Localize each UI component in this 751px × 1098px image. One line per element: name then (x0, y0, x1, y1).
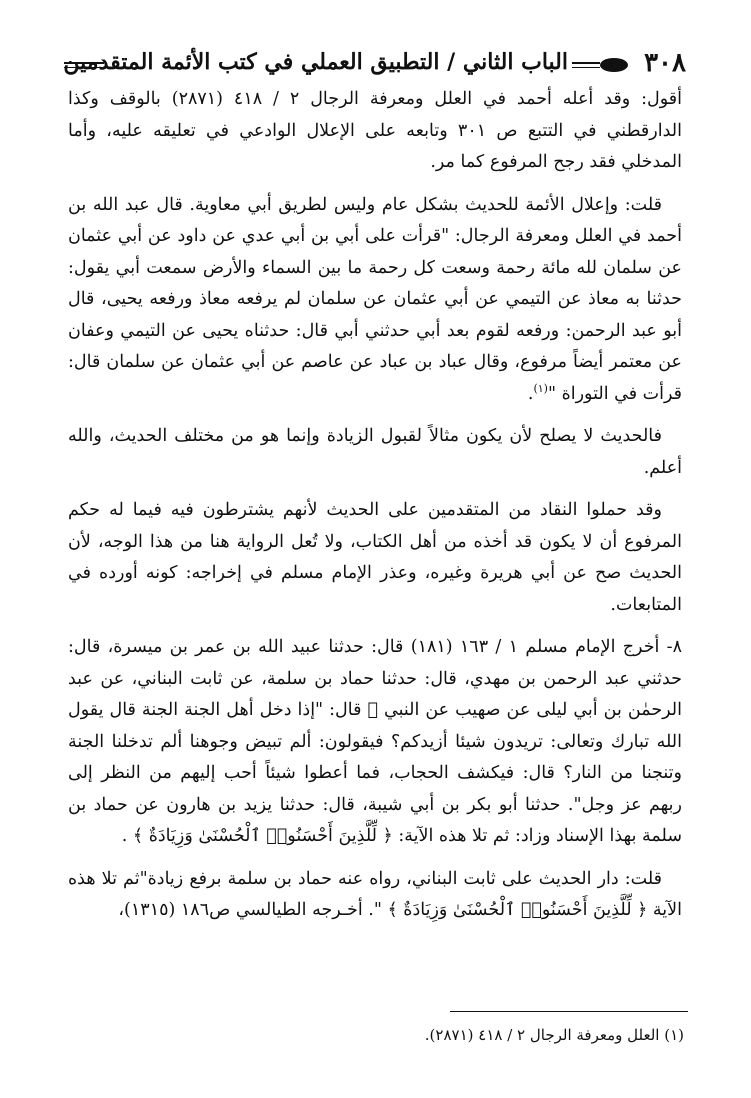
footnote-reference: (١) (533, 381, 548, 395)
paragraph-6: قلت: دار الحديث على ثابت البناني، رواه عنه حماد بن سلمة برفع زيادة"ثم تلا هذه الآية ﴿ لِّلَّذِينَ أَحْسَنُوا۟ ٱلْحُسْنَىٰ وَزِيَادَةٌ ﴾ ". أخـرجه الطيالسي ص١٨٦ (١٣١٥)، (68, 868, 682, 920)
header-rule-right (572, 62, 600, 68)
footnote: (١) العلل ومعرفة الرجال ٢ / ٤١٨ (٢٨٧١). (424, 1026, 684, 1044)
header-rule-left (64, 62, 104, 68)
body-text (68, 84, 682, 938)
paragraph-4: وقد حملوا النقاد من المتقدمين على الحديث لأنهم يشترطون فيه فيما له حكم المرفوع أن لا يكون قد أخذه من أهل الكتاب، ولا تُعل الرواية هنا من هذا الوجه، لأن الحديث صح عن أبي هريرة وغيره، وعذر الإمام مسلم في إخراجه: كونه أورده في المتابعات. (68, 500, 682, 615)
paragraph-2-text: قلت: وإعلال الأئمة للحديث بشكل عام وليس لطريق أبي معاوية. قال عبد الله بن أحمد في العلل ومعرفة الرجال: "قرأت على أبي بن أبي عدي عن داود عن أبي عثمان عن سلمان لله مائة رحمة وسعت كل رحمة ما بين السماء والأرض سمعت أبي يقول: حدثنا به معاذ عن التيمي عن أبي عثمان عن سلمان لم يرفعه معاذ ورفعه يحيى، قال أبو عبد الرحمن: ورفعه لقوم بعد أبي حدثني أبي قال: حدثناه يحيى عن التيمي وعفان عن معتمر أيضاً مرفوع، وقال عباد بن عباد عن عاصم عن أبي عثمان عن سلمان قال: قرأت في التوراة " (68, 194, 682, 404)
page-number: ٣٠٨ (644, 48, 686, 78)
paragraph-3: فالحديث لا يصلح لأن يكون مثالاً لقبول الزيادة وإنما هو من مختلف الحديث، والله أعلم. (68, 426, 682, 478)
footnote-separator (450, 1011, 688, 1012)
paragraph-2: قلت: وإعلال الأئمة للحديث بشكل عام وليس لطريق أبي معاوية. قال عبد الله بن أحمد في العلل ومعرفة الرجال: "قرأت على أبي بن أبي عدي عن داود عن أبي عثمان عن سلمان لله مائة رحمة وسعت كل رحمة ما بين السماء والأرض سمعت أبي يقول: حدثنا به معاذ عن التيمي عن أبي عثمان عن سلمان لم يرفعه معاذ ورفعه يحيى، قال أبو عبد الرحمن: ورفعه لقوم بعد أبي حدثني أبي قال: حدثناه يحيى عن التيمي وعفان عن معتمر أيضاً مرفوع، وقال عباد بن عباد عن عاصم عن أبي عثمان عن سلمان قال: قرأت في التوراة "$^{(١)}$. (68, 194, 682, 404)
paragraph-1: أقول: وقد أعله أحمد في العلل ومعرفة الرجال ٢ / ٤١٨ (٢٨٧١) بالوقف وكذا الدارقطني في التتبع ص ٣٠١ وتابعه على الإعلال الوادعي في تعليقه عليه، وأما المدخلي فقد رجح المرفوع كما مر. (68, 89, 683, 172)
header-ornament (600, 58, 628, 72)
running-title: الباب الثاني / التطبيق العملي في كتب الأئمة المتقدمين (63, 49, 568, 75)
paragraph-5: ٨- أخرج الإمام مسلم ١ / ١٦٣ (١٨١) قال: حدثنا عبيد الله بن عمر بن ميسرة، قال: حدثني عبد الرحمن بن مهدي، قال: حدثنا حماد بن سلمة، عن ثابت البناني، عن عبد الرحمٰن بن أبي ليلى عن صهيب عن النبي ﷺ قال: "إذا دخل أهل الجنة الجنة قال يقول الله تبارك وتعالى: تريدون شيئا أزيدكم؟ فيقولون: ألم تبيض وجوهنا ألم تدخلنا الجنة وتنجنا من النار؟ قال: فيكشف الحجاب، فما أعطوا شيئاً أحب إليهم من النظر إلى ربهم عز وجل". حدثنا أبو بكر بن أبي شيبة، قال: حدثنا يزيد بن هارون عن حماد بن سلمة بهذا الإسناد وزاد: ثم تلا هذه الآية: ﴿ لِّلَّذِينَ أَحْسَنُوا۟ ٱلْحُسْنَىٰ وَزِيَادَةٌ ﴾ . (68, 637, 683, 846)
